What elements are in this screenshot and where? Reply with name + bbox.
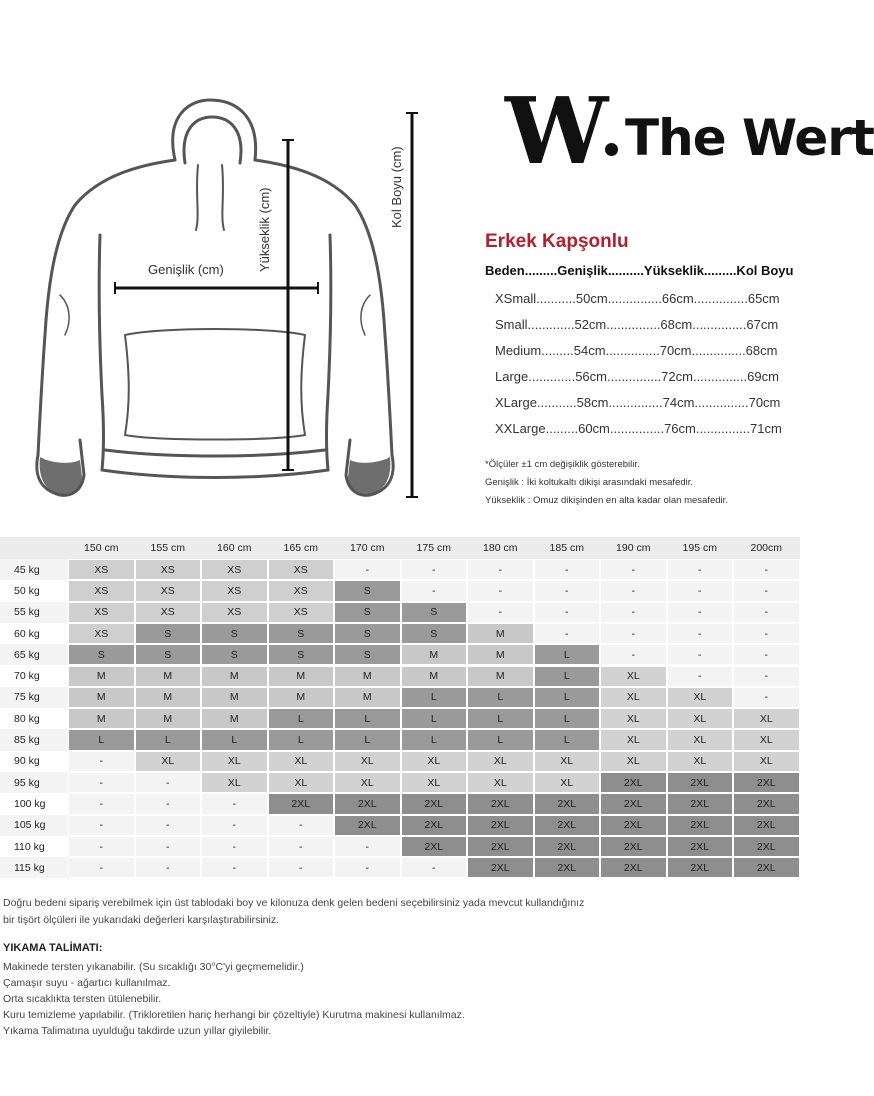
size-cell: XS bbox=[201, 559, 268, 580]
height-label: Yükseklik (cm) bbox=[257, 187, 272, 272]
size-cell: - bbox=[667, 559, 734, 580]
size-cell: L bbox=[467, 708, 534, 729]
size-chart-title: Erkek Kapşonlu bbox=[485, 231, 629, 252]
size-cell: 2XL bbox=[733, 836, 800, 857]
size-cell: S bbox=[334, 644, 401, 665]
weight-label: 90 kg bbox=[0, 751, 68, 772]
size-cell: - bbox=[534, 602, 601, 623]
size-cell: S bbox=[268, 623, 335, 644]
sleeve-label: Kol Boyu (cm) bbox=[389, 146, 404, 228]
size-cell: XL bbox=[600, 708, 667, 729]
size-cell: 2XL bbox=[600, 857, 667, 878]
height-header: 175 cm bbox=[401, 537, 468, 559]
size-cell: - bbox=[733, 623, 800, 644]
size-chart-header: Beden.........Genişlik..........Yükseklik.........Kol Boyu bbox=[485, 263, 794, 278]
size-cell: - bbox=[667, 580, 734, 601]
size-row: XLarge...........58cm...............74cm...............70cm bbox=[495, 395, 781, 410]
size-cell: XL bbox=[201, 751, 268, 772]
size-cell: 2XL bbox=[667, 815, 734, 836]
size-cell: - bbox=[68, 772, 135, 793]
size-cell: M bbox=[201, 708, 268, 729]
size-cell: - bbox=[667, 602, 734, 623]
size-cell: - bbox=[268, 836, 335, 857]
size-cell: 2XL bbox=[268, 793, 335, 814]
size-note: *Ölçüler ±1 cm değişiklik gösterebilir. bbox=[485, 459, 640, 470]
size-cell: - bbox=[733, 580, 800, 601]
height-header: 185 cm bbox=[534, 537, 601, 559]
size-cell: S bbox=[268, 644, 335, 665]
height-header: 195 cm bbox=[667, 537, 734, 559]
size-cell: - bbox=[68, 857, 135, 878]
size-cell: - bbox=[667, 623, 734, 644]
size-cell: XS bbox=[135, 559, 202, 580]
weight-label: 45 kg bbox=[0, 559, 68, 580]
size-cell: 2XL bbox=[334, 815, 401, 836]
size-cell: 2XL bbox=[401, 793, 468, 814]
size-cell: XL bbox=[534, 772, 601, 793]
size-cell: - bbox=[600, 644, 667, 665]
size-note: Genişlik : İki koltukaltı dikişi arasındaki mesafedir. bbox=[485, 477, 694, 488]
weight-label: 105 kg bbox=[0, 815, 68, 836]
size-cell: - bbox=[68, 751, 135, 772]
size-row: XXLarge.........60cm...............76cm...............71cm bbox=[495, 421, 782, 436]
grid-corner bbox=[0, 537, 68, 559]
size-cell: XL bbox=[733, 729, 800, 750]
size-cell: XL bbox=[401, 751, 468, 772]
wash-line: Yıkama Talimatına uyulduğu takdirde uzun yıllar giyilebilir. bbox=[3, 1025, 272, 1037]
size-cell: 2XL bbox=[600, 793, 667, 814]
size-cell: - bbox=[201, 815, 268, 836]
size-cell: M bbox=[201, 666, 268, 687]
size-cell: - bbox=[534, 623, 601, 644]
size-cell: XL bbox=[667, 751, 734, 772]
size-cell: XS bbox=[135, 602, 202, 623]
size-cell: - bbox=[201, 836, 268, 857]
size-cell: S bbox=[201, 644, 268, 665]
size-cell: XL bbox=[268, 772, 335, 793]
size-cell: S bbox=[135, 644, 202, 665]
weight-label: 85 kg bbox=[0, 729, 68, 750]
size-cell: XS bbox=[68, 580, 135, 601]
size-cell: - bbox=[733, 666, 800, 687]
size-cell: XL bbox=[467, 751, 534, 772]
weight-label: 50 kg bbox=[0, 580, 68, 601]
size-cell: L bbox=[534, 687, 601, 708]
weight-label: 60 kg bbox=[0, 623, 68, 644]
size-cell: 2XL bbox=[534, 793, 601, 814]
size-cell: - bbox=[135, 815, 202, 836]
size-cell: 2XL bbox=[534, 815, 601, 836]
wash-line: Çamaşır suyu - ağartıcı kullanılmaz. bbox=[3, 977, 171, 989]
size-cell: S bbox=[334, 602, 401, 623]
height-header: 165 cm bbox=[268, 537, 335, 559]
size-cell: - bbox=[135, 857, 202, 878]
size-cell: XL bbox=[135, 751, 202, 772]
size-cell: XL bbox=[334, 751, 401, 772]
size-cell: XL bbox=[268, 751, 335, 772]
size-cell: M bbox=[201, 687, 268, 708]
weight-label: 100 kg bbox=[0, 793, 68, 814]
logo-mark: W bbox=[505, 77, 599, 185]
size-cell: M bbox=[135, 687, 202, 708]
height-header: 160 cm bbox=[201, 537, 268, 559]
size-cell: M bbox=[334, 687, 401, 708]
size-cell: 2XL bbox=[733, 857, 800, 878]
height-header: 150 cm bbox=[68, 537, 135, 559]
size-cell: - bbox=[135, 793, 202, 814]
size-cell: - bbox=[733, 559, 800, 580]
size-cell: 2XL bbox=[667, 857, 734, 878]
size-cell: - bbox=[600, 580, 667, 601]
size-cell: S bbox=[135, 623, 202, 644]
size-cell: XL bbox=[667, 729, 734, 750]
size-cell: XS bbox=[268, 580, 335, 601]
size-cell: M bbox=[268, 687, 335, 708]
size-cell: - bbox=[534, 559, 601, 580]
size-cell: - bbox=[201, 793, 268, 814]
size-cell: M bbox=[401, 644, 468, 665]
weight-label: 70 kg bbox=[0, 666, 68, 687]
size-cell: L bbox=[401, 729, 468, 750]
size-cell: XS bbox=[68, 602, 135, 623]
size-cell: - bbox=[733, 687, 800, 708]
size-cell: - bbox=[201, 857, 268, 878]
size-cell: XL bbox=[600, 666, 667, 687]
size-cell: M bbox=[68, 666, 135, 687]
size-cell: L bbox=[135, 729, 202, 750]
size-cell: L bbox=[268, 708, 335, 729]
height-header: 200cm bbox=[733, 537, 800, 559]
size-cell: - bbox=[467, 580, 534, 601]
size-cell: - bbox=[733, 602, 800, 623]
size-cell: M bbox=[467, 666, 534, 687]
size-cell: M bbox=[334, 666, 401, 687]
size-cell: XL bbox=[733, 708, 800, 729]
size-cell: XL bbox=[733, 751, 800, 772]
size-row: XSmall...........50cm...............66cm...............65cm bbox=[495, 291, 780, 306]
size-cell: XL bbox=[600, 751, 667, 772]
size-cell: S bbox=[334, 580, 401, 601]
size-cell: - bbox=[467, 602, 534, 623]
size-cell: 2XL bbox=[334, 793, 401, 814]
weight-label: 95 kg bbox=[0, 772, 68, 793]
size-cell: XS bbox=[268, 559, 335, 580]
size-cell: XS bbox=[68, 623, 135, 644]
size-cell: 2XL bbox=[600, 772, 667, 793]
size-cell: - bbox=[600, 602, 667, 623]
size-cell: M bbox=[68, 708, 135, 729]
size-cell: - bbox=[268, 857, 335, 878]
size-cell: XS bbox=[201, 580, 268, 601]
size-cell: L bbox=[401, 708, 468, 729]
size-cell: M bbox=[467, 623, 534, 644]
size-cell: XL bbox=[201, 772, 268, 793]
size-cell: - bbox=[334, 559, 401, 580]
weight-label: 110 kg bbox=[0, 836, 68, 857]
brand-logo bbox=[505, 77, 874, 185]
intro-text: Doğru bedeni sipariş verebilmek için üst tablodaki boy ve kilonuza denk gelen bedeni seçebilirsiniz yada mevcut kullandığınız bbox=[3, 897, 585, 909]
size-cell: M bbox=[135, 666, 202, 687]
intro-text: bir tişört ölçüleri ile yukarıdaki değerleri karşılaştırabilirsiniz. bbox=[3, 914, 280, 926]
size-cell: L bbox=[534, 708, 601, 729]
wash-line: Orta sıcaklıkta tersten ütülenebilir. bbox=[3, 993, 162, 1005]
height-header: 155 cm bbox=[135, 537, 202, 559]
size-cell: L bbox=[534, 729, 601, 750]
size-cell: XS bbox=[201, 602, 268, 623]
size-cell: - bbox=[401, 580, 468, 601]
wash-line: Kuru temizleme yapılabilir. (Trikloretilen hariç herhangi bir çözeltiyle) Kurutma makinesi kullanılmaz. bbox=[3, 1009, 465, 1021]
size-cell: - bbox=[68, 815, 135, 836]
size-cell: - bbox=[467, 559, 534, 580]
size-cell: - bbox=[68, 836, 135, 857]
wash-title: YIKAMA TALİMATI: bbox=[3, 942, 103, 954]
size-cell: S bbox=[401, 602, 468, 623]
size-cell: 2XL bbox=[467, 836, 534, 857]
weight-label: 55 kg bbox=[0, 602, 68, 623]
size-cell: L bbox=[467, 687, 534, 708]
size-cell: - bbox=[401, 857, 468, 878]
size-cell: - bbox=[334, 857, 401, 878]
size-grid bbox=[0, 537, 800, 879]
width-label: Genişlik (cm) bbox=[148, 262, 224, 277]
size-cell: - bbox=[135, 772, 202, 793]
size-cell: 2XL bbox=[667, 772, 734, 793]
size-cell: L bbox=[401, 687, 468, 708]
size-cell: 2XL bbox=[600, 836, 667, 857]
hoodie-illustration bbox=[0, 95, 420, 515]
brand-name: The Wert bbox=[625, 109, 874, 167]
size-cell: M bbox=[135, 708, 202, 729]
size-cell: - bbox=[268, 815, 335, 836]
weight-label: 75 kg bbox=[0, 687, 68, 708]
size-cell: 2XL bbox=[401, 836, 468, 857]
size-cell: M bbox=[268, 666, 335, 687]
weight-label: 80 kg bbox=[0, 708, 68, 729]
size-cell: S bbox=[334, 623, 401, 644]
size-cell: 2XL bbox=[733, 793, 800, 814]
size-cell: 2XL bbox=[534, 836, 601, 857]
size-note: Yükseklik : Omuz dikişinden en alta kadar olan mesafedir. bbox=[485, 495, 728, 506]
size-cell: 2XL bbox=[667, 836, 734, 857]
size-cell: L bbox=[534, 666, 601, 687]
size-cell: L bbox=[334, 729, 401, 750]
size-cell: L bbox=[268, 729, 335, 750]
size-cell: L bbox=[201, 729, 268, 750]
weight-label: 65 kg bbox=[0, 644, 68, 665]
size-row: Large.............56cm...............72cm...............69cm bbox=[495, 369, 779, 384]
size-cell: M bbox=[401, 666, 468, 687]
size-cell: L bbox=[334, 708, 401, 729]
size-cell: 2XL bbox=[467, 857, 534, 878]
size-cell: XS bbox=[68, 559, 135, 580]
size-cell: XL bbox=[467, 772, 534, 793]
size-cell: 2XL bbox=[467, 793, 534, 814]
size-cell: S bbox=[401, 623, 468, 644]
size-cell: L bbox=[467, 729, 534, 750]
size-cell: XS bbox=[268, 602, 335, 623]
size-cell: - bbox=[667, 644, 734, 665]
size-cell: L bbox=[534, 644, 601, 665]
size-row: Medium.........54cm...............70cm...............68cm bbox=[495, 343, 778, 358]
wash-line: Makinede tersten yıkanabilir. (Su sıcaklığı 30°C'yi geçmemelidir.) bbox=[3, 961, 304, 973]
size-row: Small.............52cm...............68cm...............67cm bbox=[495, 317, 779, 332]
size-cell: XL bbox=[401, 772, 468, 793]
size-cell: S bbox=[68, 644, 135, 665]
size-cell: XL bbox=[667, 687, 734, 708]
size-cell: M bbox=[68, 687, 135, 708]
size-cell: 2XL bbox=[401, 815, 468, 836]
logo-dot bbox=[605, 143, 618, 156]
size-cell: - bbox=[534, 580, 601, 601]
size-cell: S bbox=[201, 623, 268, 644]
size-cell: L bbox=[68, 729, 135, 750]
height-header: 190 cm bbox=[600, 537, 667, 559]
size-cell: - bbox=[600, 623, 667, 644]
size-cell: 2XL bbox=[534, 857, 601, 878]
size-cell: 2XL bbox=[467, 815, 534, 836]
size-cell: 2XL bbox=[733, 815, 800, 836]
weight-label: 115 kg bbox=[0, 857, 68, 878]
size-cell: M bbox=[467, 644, 534, 665]
size-cell: 2XL bbox=[667, 793, 734, 814]
size-cell: - bbox=[135, 836, 202, 857]
size-cell: 2XL bbox=[600, 815, 667, 836]
height-header: 180 cm bbox=[467, 537, 534, 559]
size-cell: XL bbox=[600, 729, 667, 750]
size-cell: XL bbox=[534, 751, 601, 772]
size-cell: XL bbox=[334, 772, 401, 793]
size-cell: XL bbox=[600, 687, 667, 708]
size-cell: - bbox=[733, 644, 800, 665]
size-cell: 2XL bbox=[733, 772, 800, 793]
size-cell: - bbox=[600, 559, 667, 580]
size-cell: XS bbox=[135, 580, 202, 601]
height-header: 170 cm bbox=[334, 537, 401, 559]
size-cell: - bbox=[667, 666, 734, 687]
size-cell: XL bbox=[667, 708, 734, 729]
size-cell: - bbox=[68, 793, 135, 814]
size-cell: - bbox=[401, 559, 468, 580]
size-cell: - bbox=[334, 836, 401, 857]
